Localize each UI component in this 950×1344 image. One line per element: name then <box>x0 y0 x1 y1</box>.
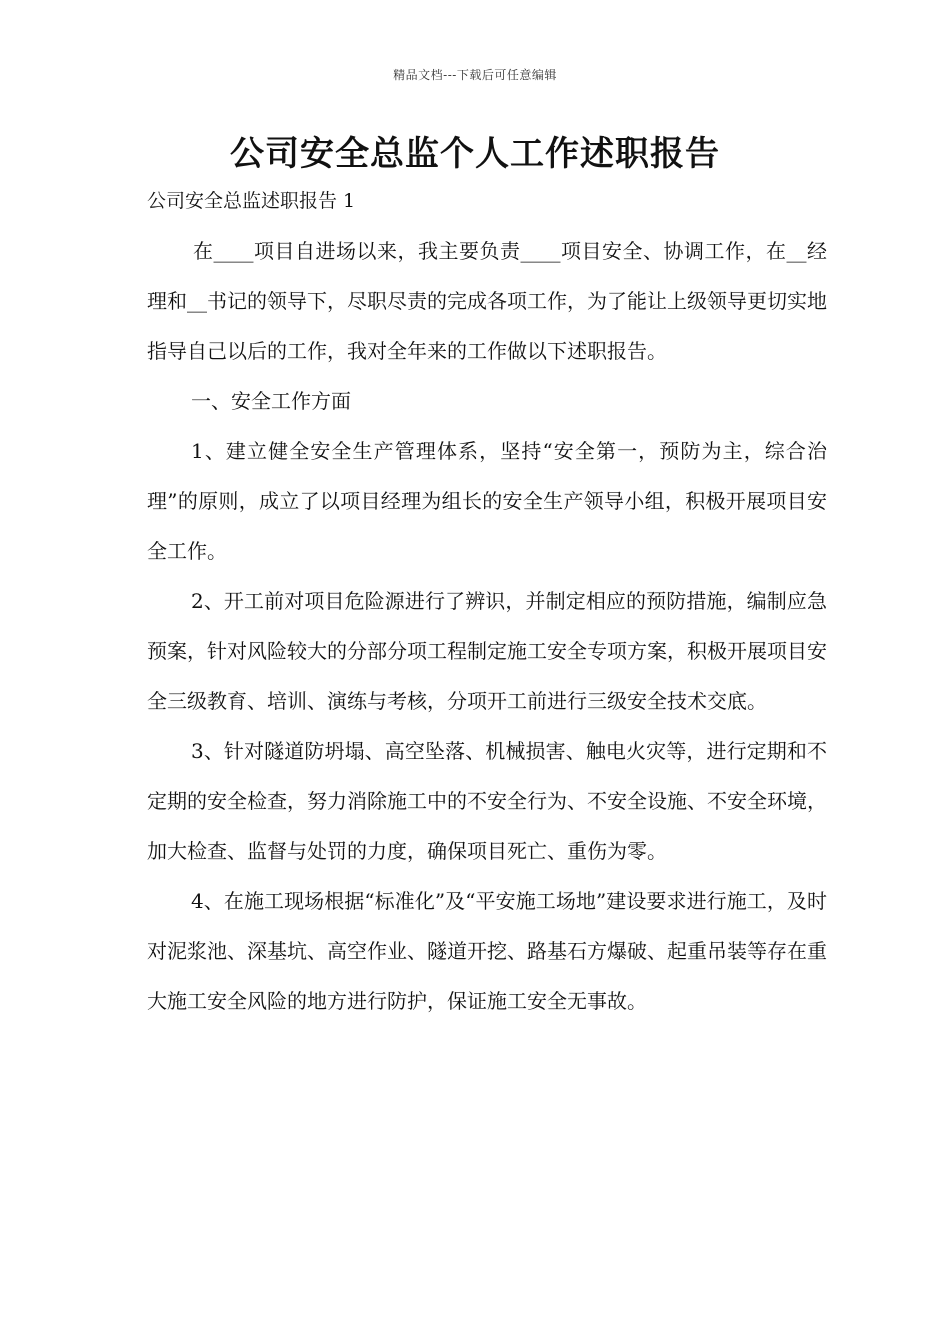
paragraph-item-2: 2、开工前对项目危险源进行了辨识，并制定相应的预防措施，编制应急预案，针对风险较大的分部分项工程制定施工安全专项方案，积极开展项目安全三级教育、培训、演练与考核，分项开工前进行三级安全技术交底。 <box>147 589 827 713</box>
document-title: 公司安全总监个人工作述职报告 <box>230 134 720 174</box>
header-note: 精品文档---下载后可任意编辑 <box>393 68 557 82</box>
paragraph-item-1: 1、建立健全安全生产管理体系，坚持“安全第一，预防为主，综合治理”的原则，成立了以项目经理为组长的安全生产领导小组，积极开展项目安全工作。 <box>147 439 827 563</box>
report-subtitle: 公司安全总监述职报告 1 <box>147 190 356 212</box>
paragraph-item-3: 3、针对隧道防坍塌、高空坠落、机械损害、触电火灾等，进行定期和不定期的安全检查，努力消除施工中的不安全行为、不安全设施、不安全环境，加大检查、监督与处罚的力度，确保项目死亡、重伤为零。 <box>147 739 827 863</box>
document-body <box>147 226 827 1026</box>
paragraph-intro: 在____项目自进场以来，我主要负责____项目安全、协调工作，在__经理和__书记的领导下，尽职尽责的完成各项工作，为了能让上级领导更切实地指导自己以后的工作，我对全年来的工作做以下述职报告。 <box>147 239 827 363</box>
section-heading-safety: 一、安全工作方面 <box>191 389 351 413</box>
paragraph-item-4: 4、在施工现场根据“标准化”及“平安施工场地”建设要求进行施工，及时对泥浆池、深基坑、高空作业、隧道开挖、路基石方爆破、起重吊装等存在重大施工安全风险的地方进行防护，保证施工安全无事故。 <box>147 889 827 1013</box>
